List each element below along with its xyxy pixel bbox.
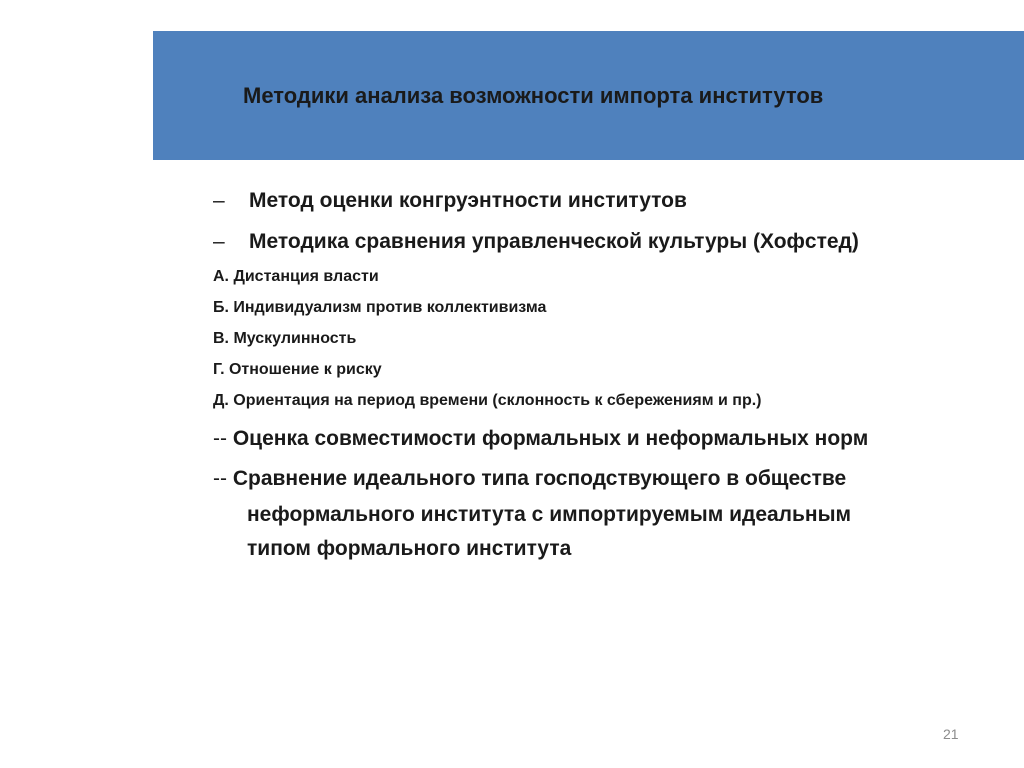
- extra-item-2-continuation-2: типом формального института: [247, 537, 572, 560]
- subitem-b: Б. Индивидуализм против коллективизма: [213, 299, 547, 316]
- bullet-item-2: [213, 230, 859, 254]
- double-dash-bullet-icon: --: [213, 427, 227, 450]
- double-dash-bullet-icon: --: [213, 467, 227, 490]
- slide-title: Методики анализа возможности импорта институтов: [243, 83, 824, 108]
- subitem-d: Г. Отношение к риску: [213, 361, 382, 378]
- extra-item-1: [213, 427, 868, 451]
- page-number: 21: [943, 726, 959, 742]
- subitem-e: Д. Ориентация на период времени (склонность к сбережениям и пр.): [213, 392, 762, 409]
- extra-text: Оценка совместимости формальных и неформальных норм: [232, 427, 869, 450]
- extra-item-2-continuation-1: неформального института с импортируемым идеальным: [247, 503, 852, 526]
- extra-item-2: [213, 467, 846, 491]
- subitem-a: А. Дистанция власти: [213, 268, 379, 285]
- extra-text: Сравнение идеального типа господствующего в обществе: [232, 467, 847, 490]
- bullet-text: Методика сравнения управленческой культуры (Хофстед): [249, 230, 859, 253]
- dash-bullet-icon: –: [213, 189, 225, 212]
- subitem-c: В. Мускулинность: [213, 330, 357, 347]
- bullet-item-1: [213, 189, 687, 213]
- bullet-text: Метод оценки конгруэнтности институтов: [249, 189, 687, 212]
- dash-bullet-icon: –: [213, 230, 225, 253]
